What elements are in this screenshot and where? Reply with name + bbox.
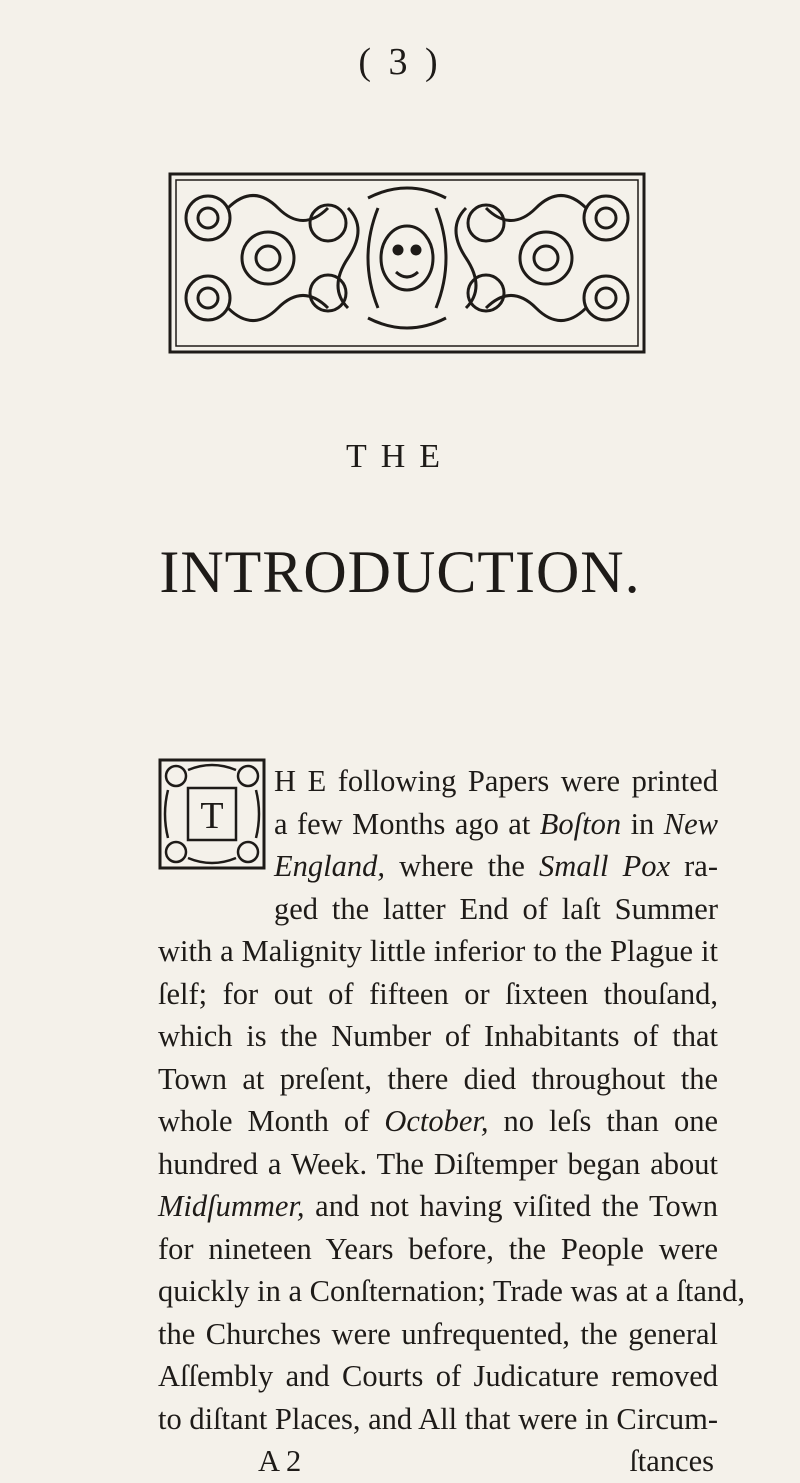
italic-run: October, [384,1104,489,1138]
text-line [158,1313,718,1356]
text-run: with a Malignity little inferior to the Plague it [158,934,718,968]
ornamental-headpiece [168,168,646,358]
text-run: quickly in a Conſternation; Trade was at a ſtand, [158,1274,746,1308]
text-run: to diſtant Places, and All that were in Circum- [158,1401,718,1436]
text-run: ra- [670,849,718,883]
italic-run: New [663,806,718,841]
page-number: ( 3 ) [358,41,442,83]
text-run: no leſs than one [488,1104,718,1138]
text-line [158,1100,718,1143]
text-run: a few Months ago at [274,806,540,841]
text-line [158,1058,718,1101]
text-run: ged the latter End of laſt Summer [274,891,718,926]
text-line [158,760,718,803]
text-line [158,1228,718,1271]
text-run: the Churches were unfrequented, the general [158,1316,718,1351]
signature-mark: A 2 [258,1444,302,1478]
text-line [158,845,718,888]
text-run: where the [384,849,540,883]
chapter-title: INTRODUCTION. [159,539,641,605]
italic-run: Midſummer, [158,1189,305,1223]
text-run: ſelf; for out of fifteen or ſixteen thouſand, [158,976,718,1011]
text-run: which is the Number of Inhabitants of that [158,1019,718,1053]
text-line [158,1143,718,1186]
footer-line [158,1440,718,1483]
catchword: ſtances [629,1444,714,1478]
text-run: in [621,806,664,841]
text-line [158,973,718,1016]
text-run: hundred a Week. The Diſtemper began about [158,1146,718,1181]
text-line [158,1015,718,1058]
heading-the: THE [345,438,455,475]
italic-run: Boſton [539,806,622,841]
text-line [158,1270,746,1313]
italic-run: England, [274,849,385,883]
text-run: and not having viſited the Town [304,1189,718,1223]
text-line [158,888,718,931]
text-line [158,1398,718,1441]
drop-cap-letter: T [200,795,224,837]
italic-run: Small Pox [539,849,671,883]
text-line [158,1185,718,1228]
text-run: whole Month of [158,1104,385,1138]
body-text [158,760,746,1483]
text-line [158,803,718,846]
text-run: for nineteen Years before, the People were [158,1231,718,1266]
text-run: Town at preſent, there died throughout the [158,1061,718,1096]
text-run: Aſſembly and Courts of Judicature removed [158,1359,718,1393]
text-line [158,930,718,973]
text-run: H E following Papers were printed [274,764,718,798]
text-line [158,1355,718,1398]
